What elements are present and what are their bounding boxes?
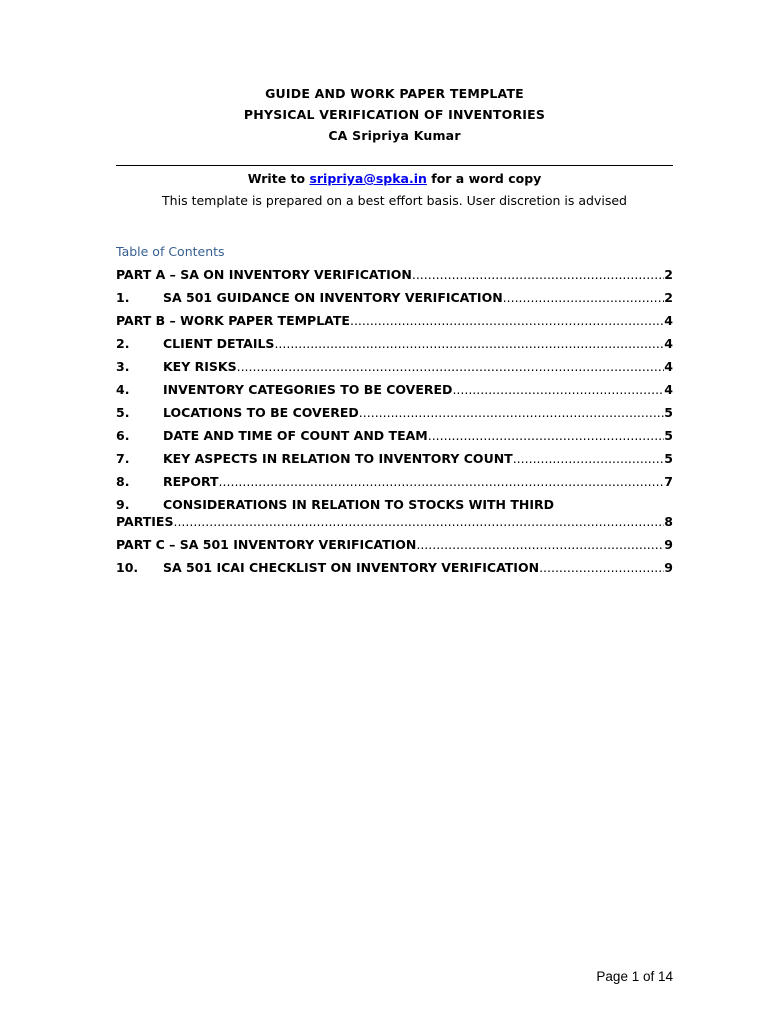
toc-entry[interactable] bbox=[116, 381, 673, 404]
toc-entry[interactable] bbox=[116, 496, 673, 536]
toc-entry-page: 9 bbox=[664, 560, 673, 575]
page-number-footer: Page 1 of 14 bbox=[596, 969, 673, 984]
toc-entry-page: 5 bbox=[664, 451, 673, 466]
toc-entry-number: 5. bbox=[116, 405, 130, 420]
toc-entry[interactable] bbox=[116, 358, 673, 381]
toc-entry-number: 4. bbox=[116, 382, 130, 397]
toc-heading: Table of Contents bbox=[116, 244, 225, 259]
toc-leader bbox=[237, 358, 665, 376]
toc-leader bbox=[412, 266, 664, 284]
toc-entry-page: 5 bbox=[664, 405, 673, 420]
toc-entry-label: PART A – SA ON INVENTORY VERIFICATION bbox=[116, 267, 412, 282]
toc-entry[interactable] bbox=[116, 450, 673, 473]
toc-entry[interactable] bbox=[116, 312, 673, 335]
toc-entry-page: 5 bbox=[664, 428, 673, 443]
document-subtitle: PHYSICAL VERIFICATION OF INVENTORIES bbox=[243, 107, 546, 122]
email-link[interactable]: sripriya@spka.in bbox=[309, 171, 427, 186]
toc-entry[interactable] bbox=[116, 289, 673, 312]
toc-leader bbox=[350, 312, 664, 330]
toc-leader bbox=[173, 514, 664, 530]
toc-leader bbox=[503, 289, 665, 307]
toc-entry-page: 8 bbox=[664, 514, 673, 529]
disclaimer-text: This template is prepared on a best effort basis. User discretion is advised bbox=[162, 193, 627, 208]
horizontal-rule bbox=[116, 165, 673, 166]
toc-leader bbox=[274, 335, 664, 353]
toc-entry-label: REPORT bbox=[163, 474, 219, 489]
toc-entry-number: 1. bbox=[116, 290, 130, 305]
toc-entry-label: SA 501 ICAI CHECKLIST ON INVENTORY VERIFICATION bbox=[163, 560, 540, 575]
toc-entry[interactable] bbox=[116, 473, 673, 496]
toc-entry[interactable] bbox=[116, 559, 673, 582]
contact-prefix: Write to bbox=[247, 171, 306, 186]
toc-entry-number: 8. bbox=[116, 474, 130, 489]
toc-entry-number: 7. bbox=[116, 451, 130, 466]
toc-entry-label: INVENTORY CATEGORIES TO BE COVERED bbox=[163, 382, 453, 397]
toc-entry-label: KEY ASPECTS IN RELATION TO INVENTORY COUNT bbox=[163, 451, 513, 466]
toc-entry[interactable] bbox=[116, 404, 673, 427]
toc-entry-page: 4 bbox=[664, 359, 673, 374]
toc-entry-page: 4 bbox=[664, 382, 673, 397]
toc-entry-number: 10. bbox=[116, 560, 139, 575]
toc-entry-page: 9 bbox=[664, 537, 673, 552]
contact-line bbox=[116, 171, 673, 186]
toc-entry[interactable] bbox=[116, 427, 673, 450]
toc-entry-number: 3. bbox=[116, 359, 130, 374]
toc-leader bbox=[428, 427, 665, 445]
toc-entry-page: 4 bbox=[664, 336, 673, 351]
toc-leader bbox=[452, 381, 664, 399]
toc-entry-label: PART B – WORK PAPER TEMPLATE bbox=[116, 313, 350, 328]
toc-leader bbox=[416, 536, 664, 554]
document-title-block bbox=[116, 83, 673, 146]
toc-entry-label: SA 501 GUIDANCE ON INVENTORY VERIFICATION bbox=[163, 290, 503, 305]
toc-leader bbox=[359, 404, 665, 422]
contact-suffix: for a word copy bbox=[431, 171, 542, 186]
toc-entry-label: KEY RISKS bbox=[163, 359, 237, 374]
toc-entry-label: CONSIDERATIONS IN RELATION TO STOCKS WITH THIRD bbox=[163, 497, 554, 512]
toc-entry[interactable] bbox=[116, 536, 673, 559]
toc-entry-label: LOCATIONS TO BE COVERED bbox=[163, 405, 359, 420]
toc-entry-number: 2. bbox=[116, 336, 130, 351]
toc-leader bbox=[539, 559, 664, 577]
toc-entry-page: 4 bbox=[664, 313, 673, 328]
toc-entry[interactable] bbox=[116, 335, 673, 358]
toc-entry-number: 9. bbox=[116, 497, 130, 512]
toc-entry[interactable] bbox=[116, 266, 673, 289]
table-of-contents bbox=[116, 266, 673, 582]
toc-entry-label-continued: PARTIES bbox=[116, 514, 174, 529]
toc-entry-page: 2 bbox=[664, 290, 673, 305]
toc-leader bbox=[219, 473, 665, 491]
toc-entry-label: CLIENT DETAILS bbox=[163, 336, 275, 351]
toc-entry-label: DATE AND TIME OF COUNT AND TEAM bbox=[163, 428, 428, 443]
document-title: GUIDE AND WORK PAPER TEMPLATE bbox=[265, 86, 524, 101]
document-author: CA Sripriya Kumar bbox=[328, 128, 461, 143]
toc-entry-number: 6. bbox=[116, 428, 130, 443]
toc-entry-label: PART C – SA 501 INVENTORY VERIFICATION bbox=[116, 537, 417, 552]
toc-entry-page: 2 bbox=[664, 267, 673, 282]
toc-entry-page: 7 bbox=[664, 474, 673, 489]
toc-leader bbox=[513, 450, 665, 468]
